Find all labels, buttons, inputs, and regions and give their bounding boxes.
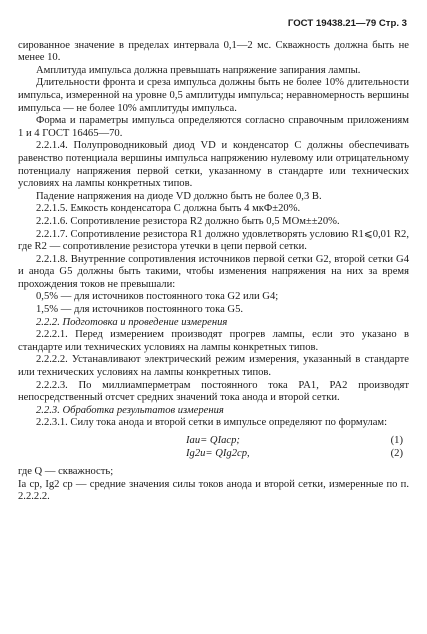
paragraph: 2.2.3.1. Силу тока анода и второй сетки в импульсе определяют по формулам: bbox=[36, 417, 388, 429]
paragraph: сированное значение в пределах интервала 0,1—2 мс. Скважность должна быть не менее 10. bbox=[18, 39, 409, 64]
paragraph: 2.2.1.4. Полупроводниковый диод VD и конденсатор C должны обеспечивать равенство потенциала вершины импульса напряжению нулевому или отрицательному потенциалу напряжения первой сетки, указанному в стандарте или технических условиях на лампы конкретных типов. bbox=[18, 140, 409, 190]
paragraph: Падение напряжения на диоде VD должно быть не более 0,3 В. bbox=[36, 190, 322, 202]
paragraph: 2.2.1.5. Емкость конденсатора C должна быть 4 мкФ±20%. bbox=[36, 203, 301, 215]
paragraph: Длительности фронта и среза импульса должны быть не более 10% длительности импульса, измеренной на уровне 0,5 амплитуды импульса; неравномерность вершины импульса — не более 10% амплитуды импульса. bbox=[18, 77, 409, 114]
paragraph: 2.2.1.7. Сопротивление резистора R1 должно удовлетворять условию R1⩽0,01 R2, где R2 — сопротивление резистора утечки в цепи первой сетки. bbox=[18, 228, 409, 253]
formula-1: Iаи= QIаср; bbox=[186, 435, 240, 446]
formula-2: Ig2и= QIg2ср, bbox=[186, 448, 250, 459]
section-heading: 2.2.2. Подготовка и проведение измерения bbox=[36, 316, 228, 328]
formula-block bbox=[18, 433, 409, 463]
paragraph: 2.2.2.1. Перед измерением производят прогрев лампы, если это указано в стандарте или технических условиях на лампы конкретных типов. bbox=[18, 329, 409, 353]
paragraph: 2.2.2.3. По миллиамперметрам постоянного тока PA1, PA2 производят непосредственный отсчет средних значений тока анода и второй сетки. bbox=[18, 379, 409, 404]
paragraph: 2.2.1.8. Внутренние сопротивления источников первой сетки G2, второй сетки G4 и анода G5 должны быть такими, чтобы изменения напряжения на них за время прохождения токов не превышали: bbox=[18, 253, 409, 290]
formula-number-2: (2) bbox=[390, 448, 403, 459]
paragraph: 0,5% — для источников постоянного тока G2 или G4; bbox=[36, 291, 279, 303]
paragraph: Амплитуда импульса должна превышать напряжение запирания лампы. bbox=[36, 64, 361, 76]
paragraph: Iа ср, Ig2 ср — средние значения силы токов анода и второй сетки, измеренные по п. 2.2.2.2. bbox=[18, 478, 409, 503]
paragraph: Форма и параметры импульса определяются согласно справочным приложениям 1 и 4 ГОСТ 16465—70. bbox=[18, 115, 409, 139]
paragraph: 2.2.1.6. Сопротивление резистора R2 должно быть 0,5 МОм±±20%. bbox=[36, 215, 340, 227]
formula-number-1: (1) bbox=[390, 435, 403, 446]
paragraph: 2.2.2.2. Устанавливают электрический режим измерения, указанный в стандарте или технических условиях на лампы конкретных типов. bbox=[18, 354, 409, 379]
paragraph: где Q — скважность; bbox=[18, 466, 114, 477]
section-heading: 2.2.3. Обработка результатов измерения bbox=[36, 404, 224, 416]
page-header: ГОСТ 19438.21—79 Стр. 3 bbox=[287, 18, 407, 29]
paragraph: 1,5% — для источников постоянного тока G5. bbox=[36, 304, 244, 316]
